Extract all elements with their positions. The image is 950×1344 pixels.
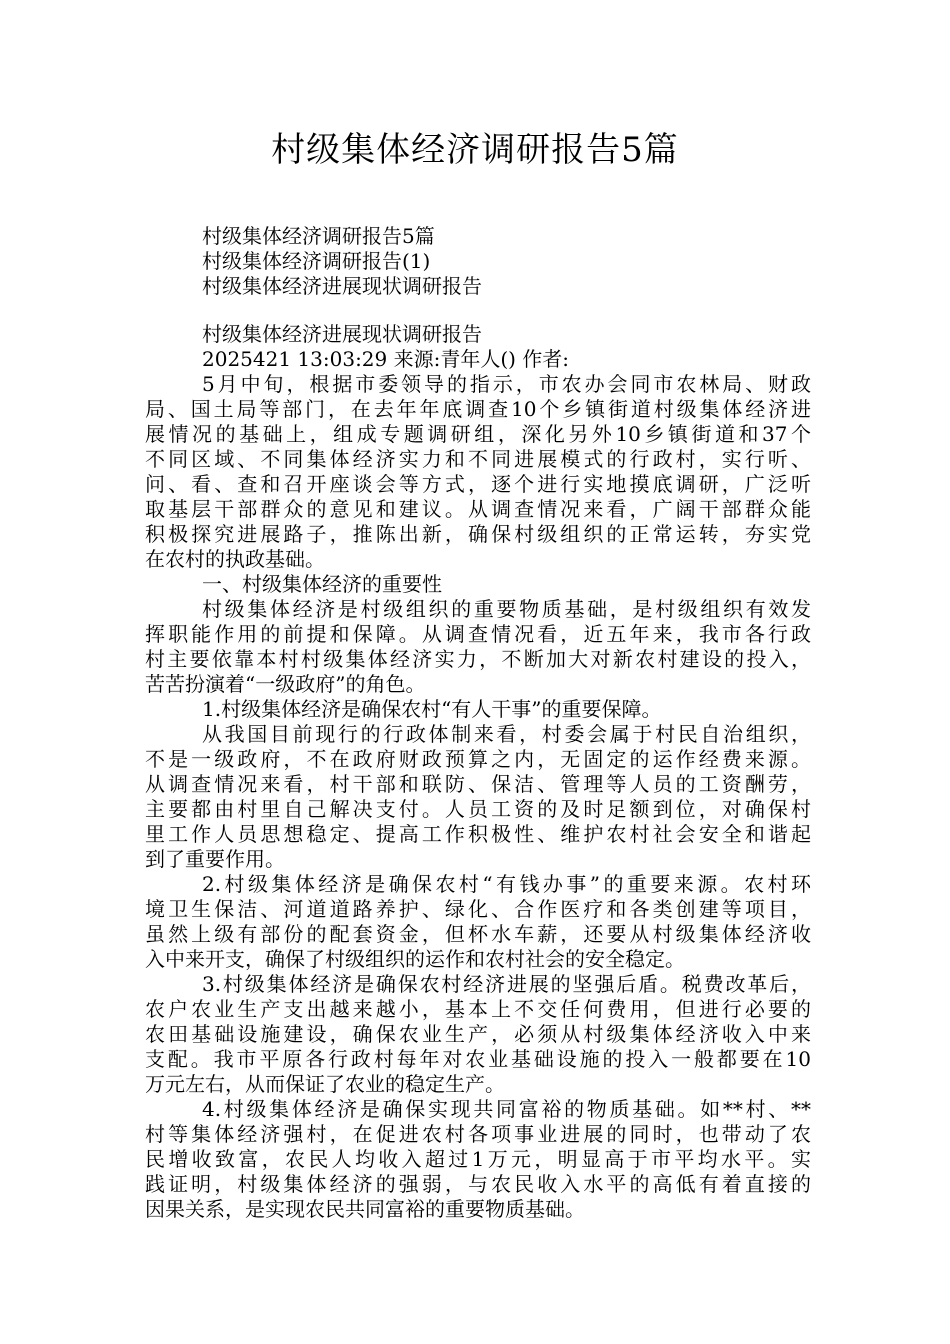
document-title: 村级集体经济调研报告5篇 xyxy=(271,130,679,170)
body-line: 2.村级集体经济是确保农村“有钱办事”的重要来源。农村环 xyxy=(202,872,811,896)
body-line: 村级集体经济进展现状调研报告 xyxy=(202,322,482,346)
body-line: 到了重要作用。 xyxy=(145,847,285,871)
intro-line: 村级集体经济调研报告5篇 xyxy=(202,224,435,248)
body-line: 村等集体经济强村，在促进农村各项事业进展的同时，也带动了农 xyxy=(145,1122,811,1146)
body-line: 从调查情况来看，村干部和联防、保洁、管理等人员的工资酬劳， xyxy=(145,772,811,796)
intro-line: 村级集体经济进展现状调研报告 xyxy=(202,274,482,298)
body-line: 境卫生保洁、河道道路养护、绿化、合作医疗和各类创建等项目， xyxy=(145,897,811,921)
body-line: 展情况的基础上，组成专题调研组，深化另外10乡镇街道和37个 xyxy=(145,422,811,446)
body-line: 践证明，村级集体经济的强弱，与农民收入水平的高低有着直接的 xyxy=(145,1172,811,1196)
body-line: 1.村级集体经济是确保农村“有人干事”的重要保障。 xyxy=(202,697,662,721)
body-line: 支配。我市平原各行政村每年对农业基础设施的投入一般都要在10 xyxy=(145,1047,811,1071)
body-line: 5月中旬，根据市委领导的指示，市农办会同市农林局、财政 xyxy=(202,372,811,396)
body-line: 苦苦扮演着“一级政府”的角色。 xyxy=(145,672,426,696)
body-line: 问、看、查和召开座谈会等方式，逐个进行实地摸底调研，广泛听 xyxy=(145,472,811,496)
body-line: 村级集体经济是村级组织的重要物质基础，是村级组织有效发 xyxy=(202,597,811,621)
body-line: 局、国土局等部门，在去年年底调查10个乡镇街道村级集体经济进 xyxy=(145,397,811,421)
body-line: 一、村级集体经济的重要性 xyxy=(202,572,442,596)
body-line: 从我国目前现行的行政体制来看，村委会属于村民自治组织， xyxy=(202,722,811,746)
document-body xyxy=(145,322,811,1222)
body-line: 万元左右，从而保证了农业的稳定生产。 xyxy=(145,1072,505,1096)
intro-line: 村级集体经济调研报告(1) xyxy=(202,249,431,273)
body-line: 虽然上级有部份的配套资金，但杯水车薪，还要从村级集体经济收 xyxy=(145,922,811,946)
body-line: 2025421 13:03:29 来源:青年人() 作者: xyxy=(202,347,570,371)
intro-block xyxy=(202,224,482,299)
body-line: 不是一级政府，不在政府财政预算之内，无固定的运作经费来源。 xyxy=(145,747,811,771)
body-line: 3.村级集体经济是确保农村经济进展的坚强后盾。税费改革后， xyxy=(202,972,811,996)
body-line: 因果关系，是实现农民共同富裕的重要物质基础。 xyxy=(145,1197,585,1221)
body-line: 入中来开支，确保了村级组织的运作和农村社会的安全稳定。 xyxy=(145,947,685,971)
body-line: 积极探究进展路子，推陈出新，确保村级组织的正常运转，夯实党 xyxy=(145,522,811,546)
body-line: 村主要依靠本村村级集体经济实力，不断加大对新农村建设的投入， xyxy=(145,647,811,671)
body-line: 在农村的执政基础。 xyxy=(145,547,325,571)
body-line: 主要都由村里自己解决支付。人员工资的及时足额到位，对确保村 xyxy=(145,797,811,821)
body-line: 民增收致富，农民人均收入超过1万元，明显高于市平均水平。实 xyxy=(145,1147,811,1171)
body-line: 农户农业生产支出越来越小，基本上不交任何费用，但进行必要的 xyxy=(145,997,811,1021)
body-line: 农田基础设施建设，确保农业生产，必须从村级集体经济收入中来 xyxy=(145,1022,811,1046)
body-line: 挥职能作用的前提和保障。从调查情况看，近五年来，我市各行政 xyxy=(145,622,811,646)
body-line: 取基层干部群众的意见和建议。从调查情况来看，广阔干部群众能 xyxy=(145,497,811,521)
body-line: 不同区域、不同集体经济实力和不同进展模式的行政村，实行听、 xyxy=(145,447,811,471)
body-line: 4.村级集体经济是确保实现共同富裕的物质基础。如**村、** xyxy=(202,1097,811,1121)
body-line: 里工作人员思想稳定、提高工作积极性、维护农村社会安全和谐起 xyxy=(145,822,811,846)
